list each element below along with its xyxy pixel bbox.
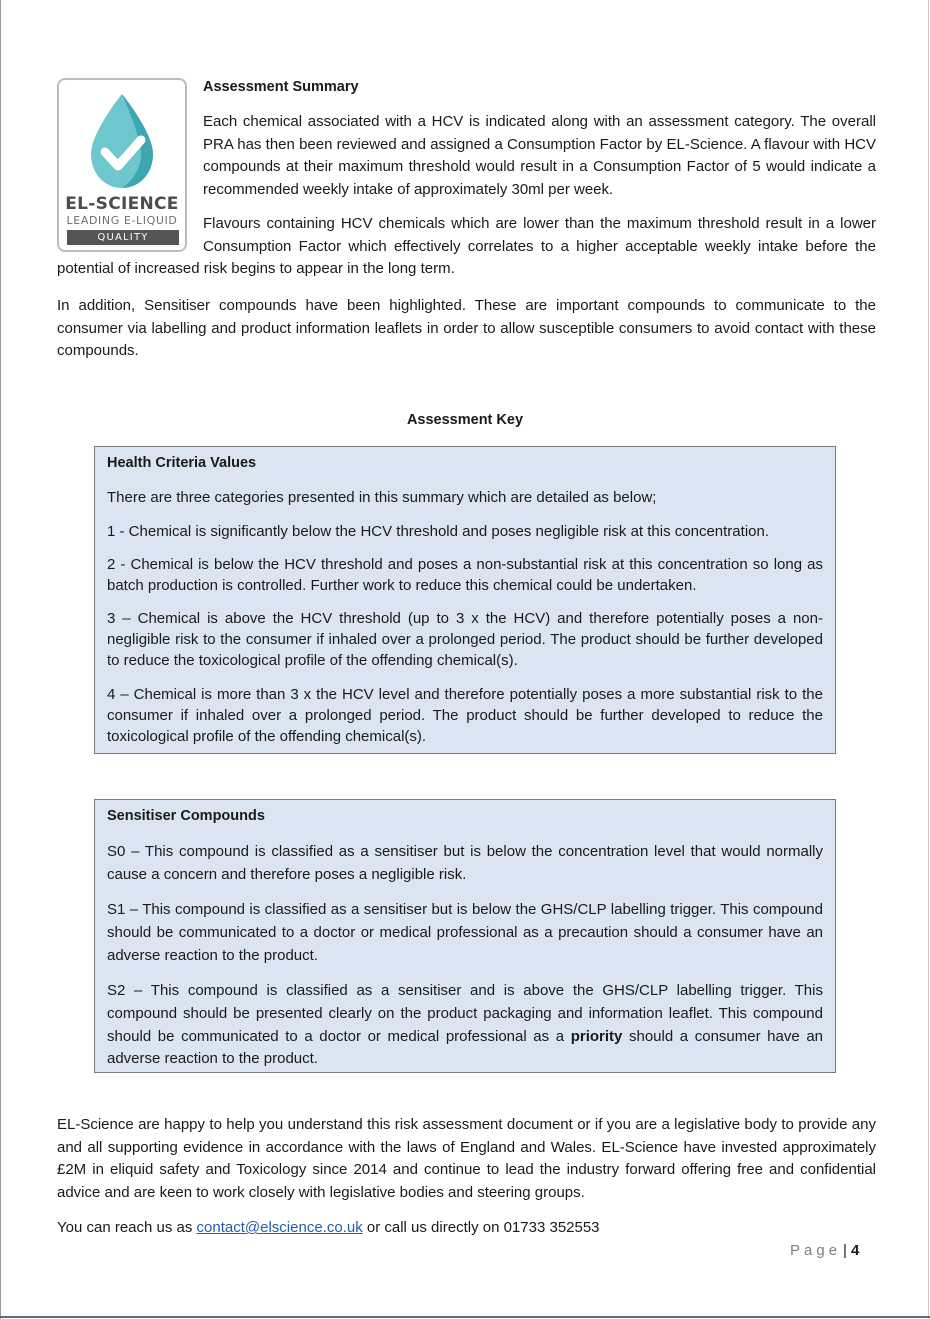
summary-paragraph-2-wrapper — [57, 213, 876, 281]
hcv-category-4: 4 – Chemical is more than 3 x the HCV level and therefore potentially poses a more substantial risk to the consumer if inhaled over a prolonged period. The product should be further developed to reduce the toxicological profile of the offending chemical(s). — [107, 686, 823, 745]
logo-quality-badge: QUALITY — [67, 230, 179, 245]
page-number-value: 4 — [850, 1242, 860, 1259]
sensitiser-key-box — [94, 799, 836, 1073]
sensitiser-s2 — [107, 980, 823, 1071]
logo-subtitle: LEADING E-LIQUID — [66, 214, 178, 227]
hcv-category-1: 1 - Chemical is significantly below the HCV threshold and poses negligible risk at this concentration. — [107, 523, 769, 540]
hcv-heading: Health Criteria Values — [107, 455, 257, 471]
page-edge-right — [928, 0, 929, 1319]
page-separator: | — [843, 1242, 847, 1259]
summary-heading: Assessment Summary — [203, 79, 359, 95]
droplet-check-icon — [83, 92, 161, 192]
logo-spacer — [57, 213, 203, 257]
hcv-intro: There are three categories presented in this summary which are detailed as below; — [107, 489, 657, 506]
sensitiser-heading: Sensitiser Compounds — [107, 808, 265, 824]
contact-text-end: or call us directly on 01733 352553 — [362, 1219, 600, 1236]
sensitiser-s2-priority: priority — [570, 1027, 623, 1045]
summary-paragraph-3: In addition, Sensitiser compounds have been highlighted. These are important compounds to communicate to the consumer via labelling and product information leaflets in order to allow susceptible consumers to avoid contact with these compounds. — [57, 297, 876, 360]
page-word: Page — [790, 1242, 842, 1259]
page-edge-bottom — [0, 1316, 930, 1318]
logo-title: EL-SCIENCE — [65, 194, 179, 214]
sensitiser-s2-text: S2 – This compound is classified as a sensitiser and is above the GHS/CLP labelling trigger. This compound should be presented clearly on the product packaging and information leaflet. This compound should be communicated to a doctor or medical professional as a — [107, 982, 823, 1045]
assessment-key-title: Assessment Key — [406, 412, 524, 428]
page-number — [790, 1242, 859, 1259]
summary-paragraph-1: Each chemical associated with a HCV is indicated along with an assessment category. The overall PRA has then been reviewed and assigned a Consumption Factor by EL-Science. A flavour with HCV compounds at their maximum threshold would result in a Consumption Factor of 5 would indicate a recommended weekly intake of approximately 30ml per week. — [203, 113, 876, 199]
contact-text-start: You can reach us as — [57, 1219, 197, 1236]
page-edge-left — [0, 0, 1, 1319]
sensitiser-s1: S1 – This compound is classified as a sensitiser but is below the GHS/CLP labelling trigger. This compound should be communicated to a doctor or medical professional as a precaution should a consumer have an adverse reaction to the product. — [107, 901, 823, 964]
contact-email-link[interactable]: contact@elscience.co.uk — [196, 1219, 363, 1236]
contact-line — [57, 1217, 876, 1240]
sensitiser-s0: S0 – This compound is classified as a sensitiser but is below the concentration level that would normally cause a concern and therefore poses a negligible risk. — [107, 843, 823, 883]
sensitiser-s2-text-end: should a consumer have an adverse reaction to the product. — [107, 1027, 823, 1068]
support-paragraph: EL-Science are happy to help you understand this risk assessment document or if you are a legislative body to provide any and all supporting evidence in accordance with the laws of England and Wales. EL-Science have invested approximately £2M in eliquid safety and Toxicology since 2014 and continue to lead the industry forward offering free and confidential advice and are keen to work closely with legislative bodies and steering groups. — [57, 1116, 876, 1202]
hcv-category-3: 3 – Chemical is above the HCV threshold (up to 3 x the HCV) and therefore potentially poses a non-negligible risk to the consumer if inhaled over a prolonged period. The product should be further developed to reduce the toxicological profile of the offending chemical(s). — [107, 610, 823, 669]
hcv-key-box — [94, 446, 836, 754]
summary-paragraph-2: Flavours containing HCV chemicals which are lower than the maximum threshold result in a lower Consumption Factor which effectively correlates to a higher acceptable weekly intake before the potential of increased risk begins to appear in the long term. — [57, 215, 876, 278]
hcv-category-2: 2 - Chemical is below the HCV threshold and poses a non-substantial risk at this concentration so long as batch production is controlled. Further work to reduce this chemical could be undertaken. — [107, 556, 823, 594]
